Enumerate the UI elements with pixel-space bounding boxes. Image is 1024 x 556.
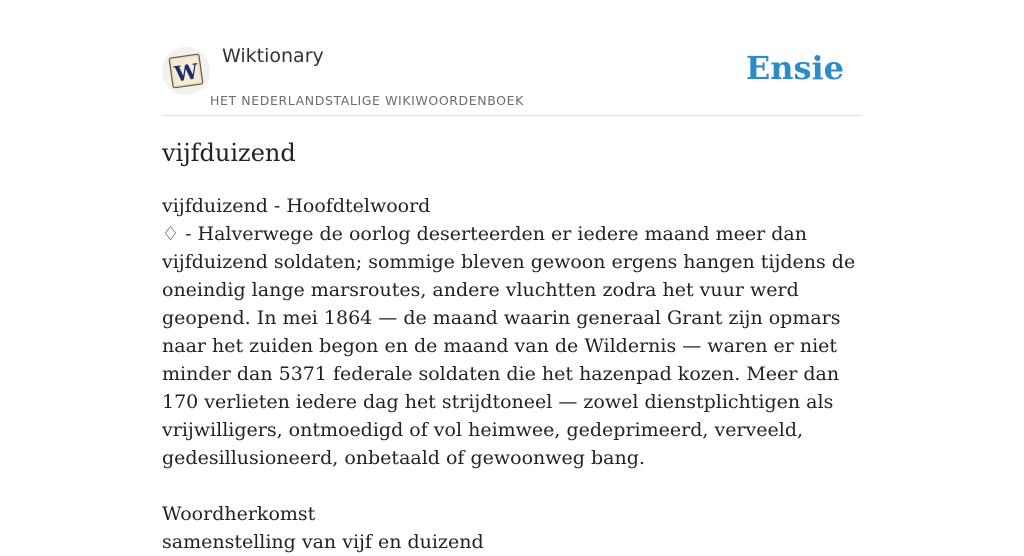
etymology-text: samenstelling van vijf en duizend bbox=[162, 531, 484, 553]
site-subtitle: HET NEDERLANDSTALIGE WIKIWOORDENBOEK bbox=[210, 93, 524, 108]
logo-letter: W bbox=[172, 58, 200, 87]
wiktionary-logo-icon bbox=[162, 47, 210, 95]
spacer bbox=[162, 472, 862, 500]
etymology-heading: Woordherkomst bbox=[162, 503, 316, 525]
example-sentence: ♢ - Halverwege de oorlog deserteerden er iedere maand meer dan vijfduizend soldaten; sommige bleven gewoon ergens hangen tijdens de oneindig lange marsroutes, andere vluchtten zodra het vuur werd geopend. In mei 1864 — de maand waarin generaal Grant zijn opmars naar het zuiden begon en de maand van de Wildernis — waren er niet minder dan 5371 federale soldaten die het hazenpad kozen. Meer dan 170 verlieten iedere dag het strijdtoneel — zowel dienstplichtigen als vrijwilligers, ontmoedigd of vol heimwee, gedeprimeerd, verveeld, gedesillusioneerd, onbetaald of gewoonweg bang. bbox=[162, 223, 856, 469]
wiktionary-logo[interactable] bbox=[162, 47, 210, 95]
ensie-brand-link[interactable]: Ensie bbox=[745, 49, 844, 87]
page-title: vijfduizend bbox=[162, 139, 296, 167]
site-name[interactable]: Wiktionary bbox=[222, 45, 324, 67]
entry-content bbox=[162, 192, 862, 556]
header-divider bbox=[162, 115, 862, 116]
definition-heading: vijfduizend - Hoofdtelwoord bbox=[162, 195, 431, 217]
